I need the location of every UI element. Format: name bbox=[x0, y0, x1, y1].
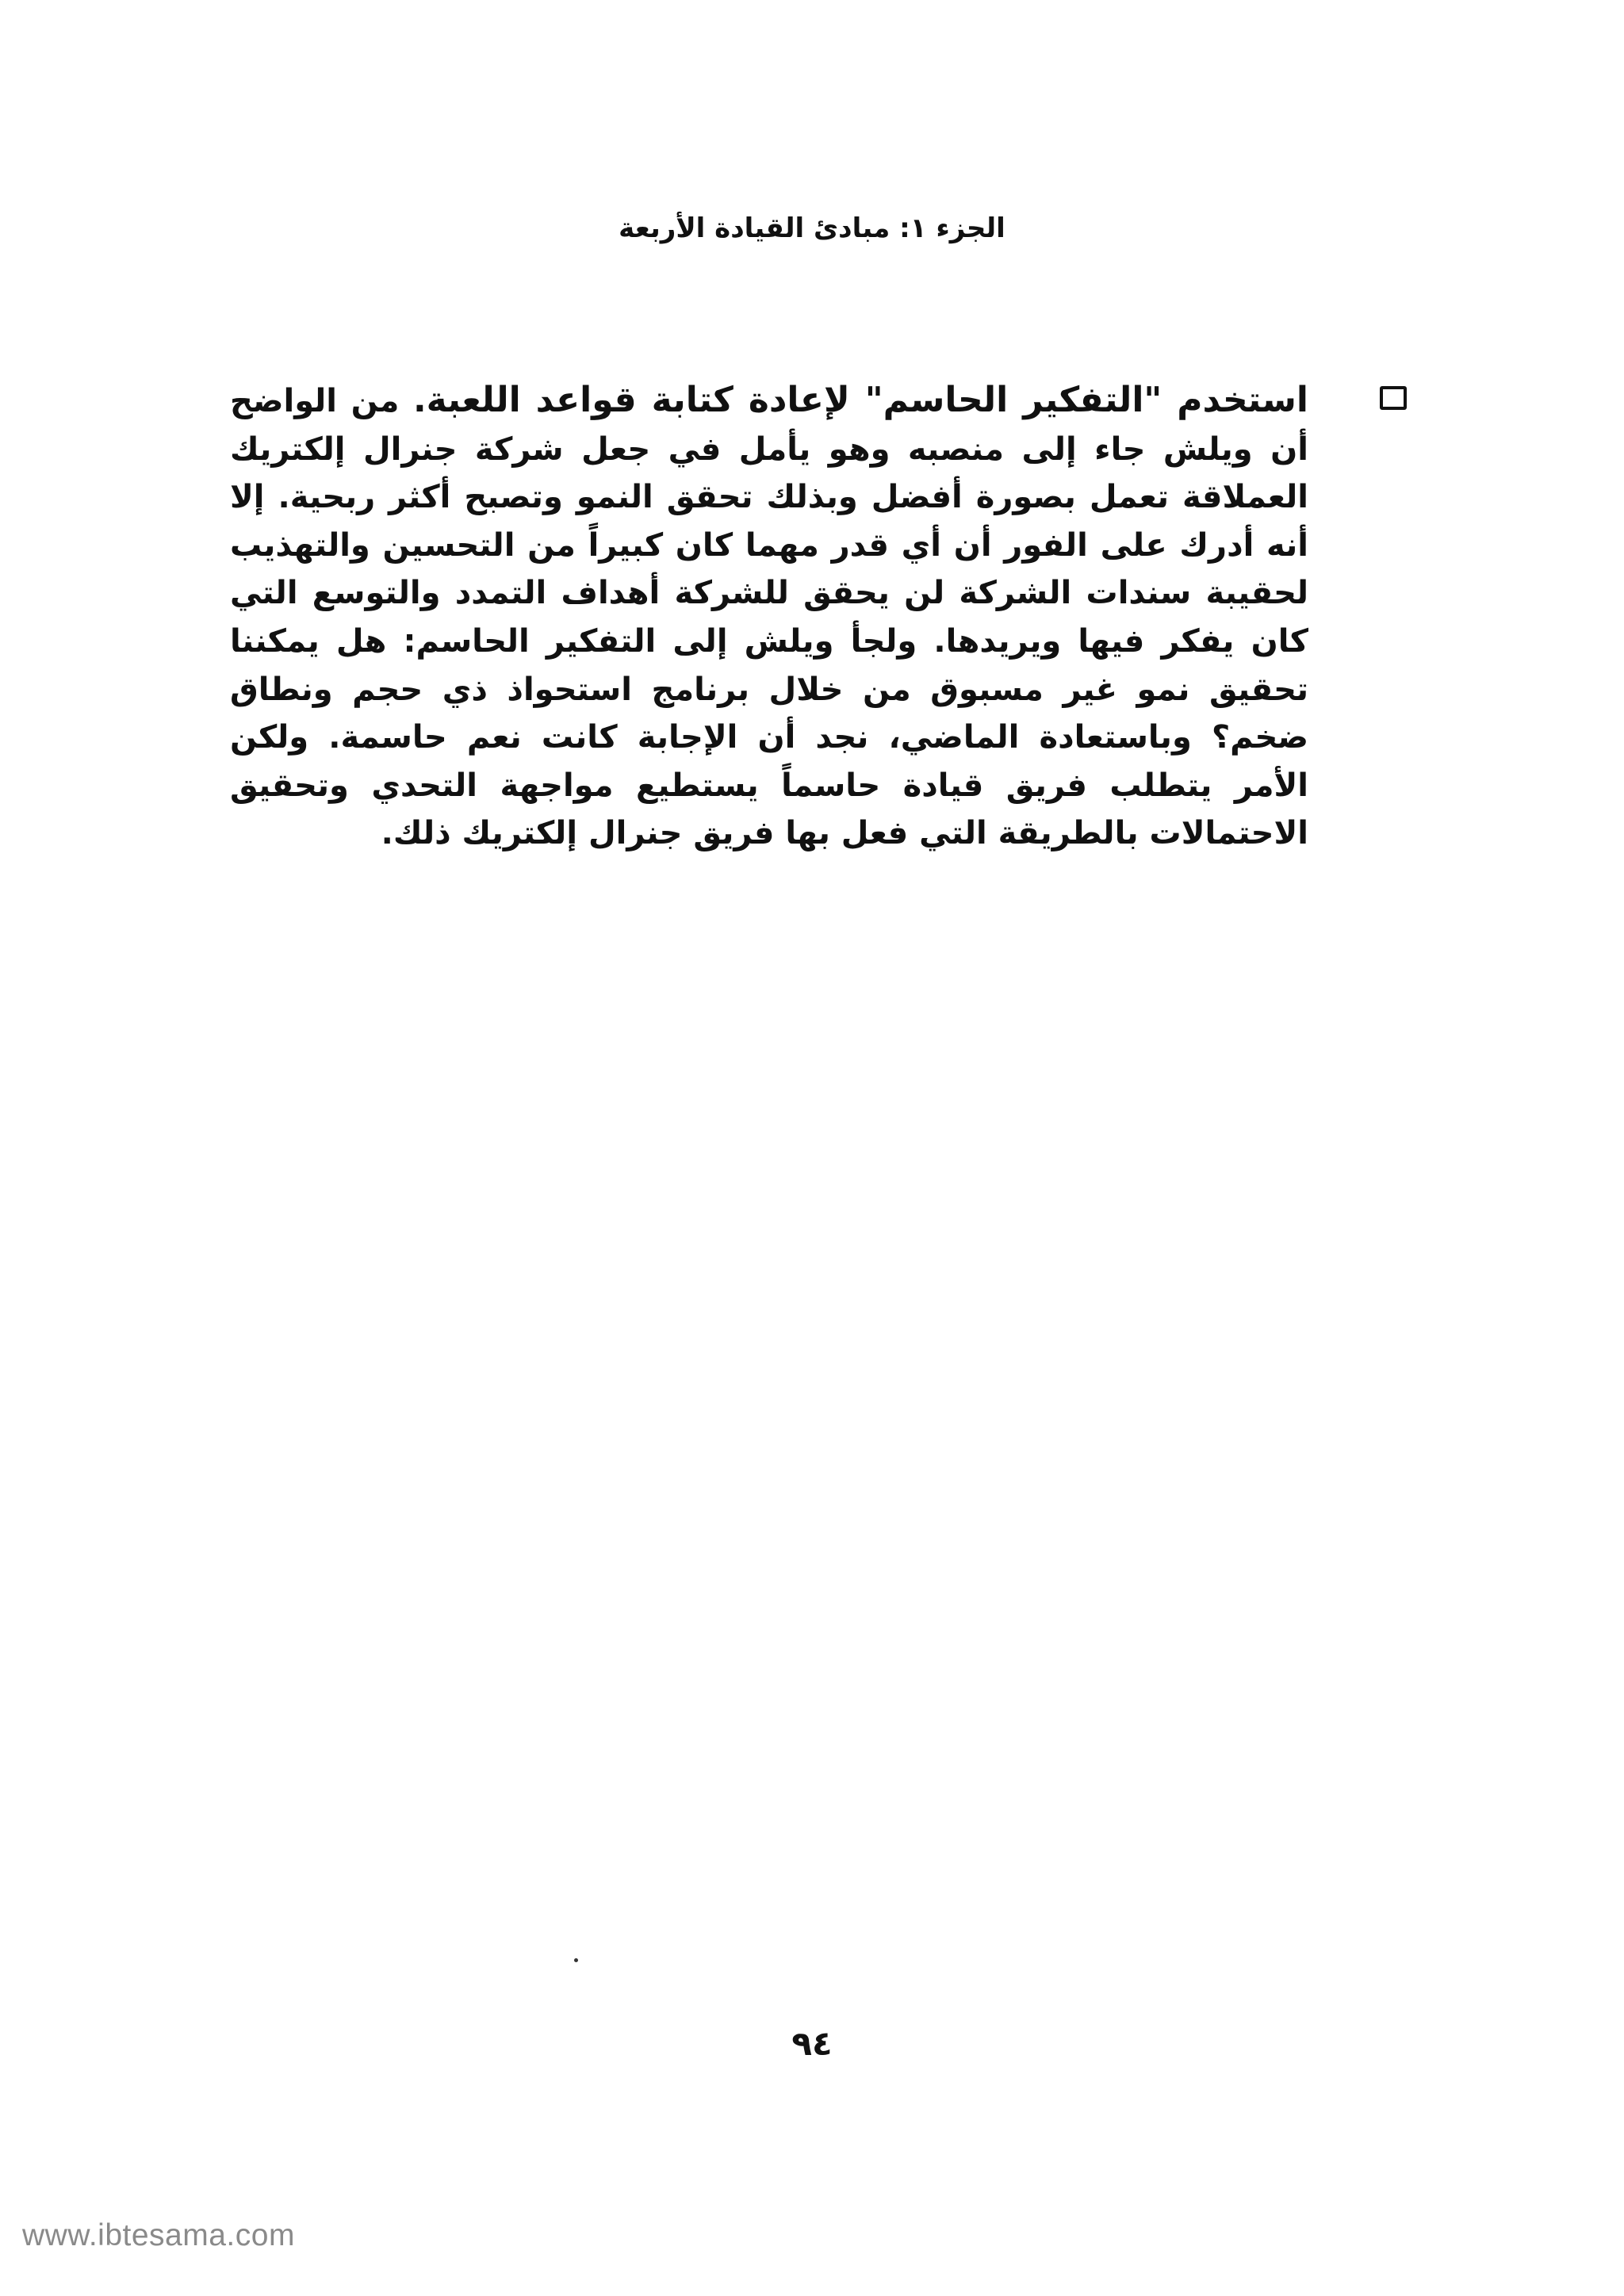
bullet-item bbox=[230, 377, 1396, 858]
page-number: ٩٤ bbox=[791, 2024, 833, 2063]
watermark-url: www.ibtesama.com bbox=[22, 2218, 295, 2252]
running-header: الجزء ١: مبادئ القيادة الأربعة bbox=[619, 212, 1005, 244]
checkbox-icon bbox=[1380, 386, 1407, 410]
body-paragraph bbox=[230, 377, 1308, 858]
lead-heading: استخدم "التفكير الحاسم" لإعادة كتابة قواعد اللعبة. bbox=[412, 380, 1308, 420]
scan-speck bbox=[574, 1958, 578, 1962]
paragraph-text: من الواضح أن ويلش جاء إلى منصبه وهو يأمل في جعل شركة جنرال إلكتريك العملاقة تعمل بصورة أفضل وبذلك تحقق النمو وتصبح أكثر ربحية. إلا أنه أدرك على الفور أن أي قدر مهما كان كبيراً من التحسين والتهذيب لحقيبة سندات الشركة لن يحقق للشركة أهداف التمدد والتوسع التي كان يفكر فيها ويريدها. ولجأ ويلش إلى التفكير الحاسم: هل يمكننا تحقيق نمو غير مسبوق من خلال برنامج استحواذ ذي حجم ونطاق ضخم؟ وباستعادة الماضي، نجد أن الإجابة كانت نعم حاسمة. ولكن الأمر يتطلب فريق قيادة حاسماً يستطيع مواجهة التحدي وتحقيق الاحتمالات بالطريقة التي فعل بها فريق جنرال إلكتريك ذلك. bbox=[230, 383, 1308, 852]
